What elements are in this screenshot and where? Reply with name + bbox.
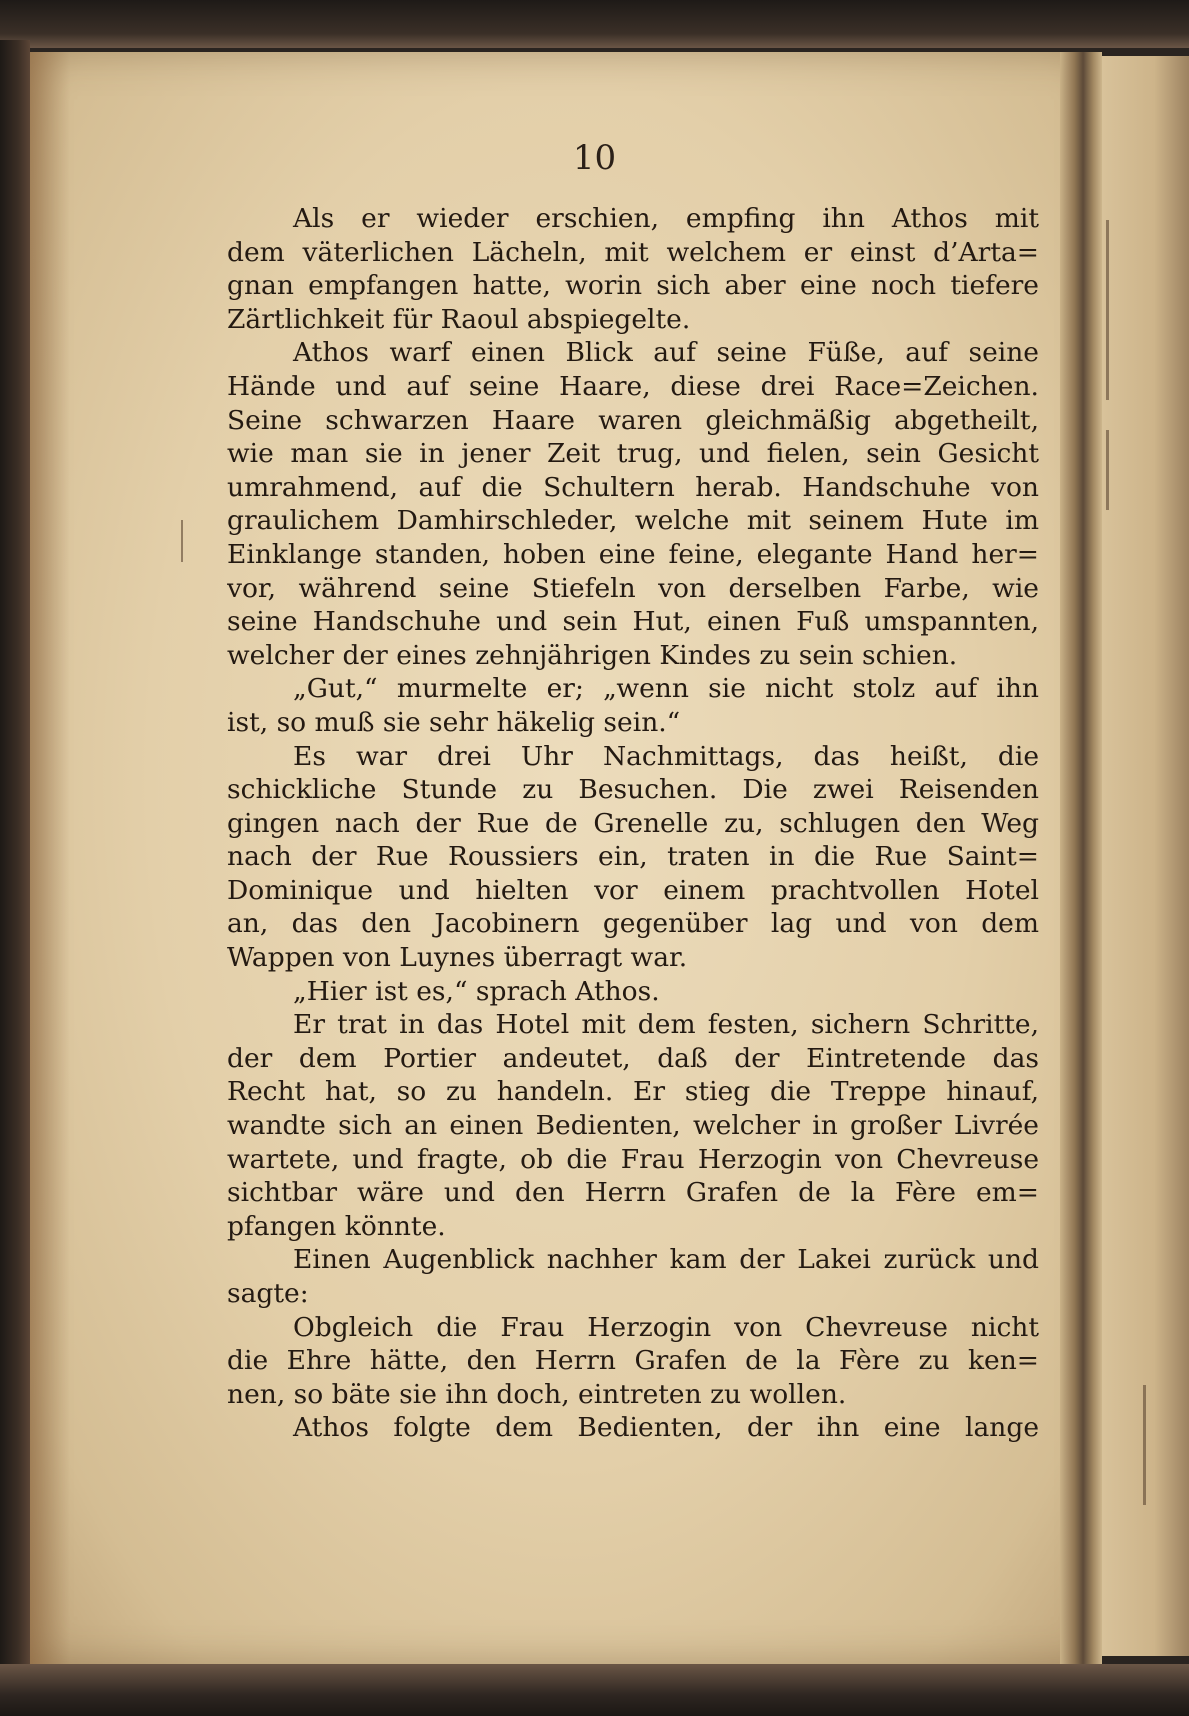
text-line: Zärtlichkeit für Raoul abspiegelte.: [227, 303, 691, 335]
text-line: wartete, und fragte, ob die Frau Herzogin von Chevreuse: [227, 1143, 1039, 1175]
body-text: [227, 202, 1039, 1445]
page-number: 10: [572, 138, 617, 178]
book-cover-edge: [0, 40, 30, 1716]
text-line: vor, während seine Stiefeln von derselben Farbe, wie: [227, 572, 1039, 604]
book-gutter: [1060, 52, 1102, 1664]
text-line: der dem Portier andeutet, daß der Eintretende das: [227, 1042, 1039, 1074]
text-line: Seine schwarzen Haare waren gleichmäßig abgetheilt,: [227, 404, 1039, 436]
text-line: an, das den Jacobinern gegenüber lag und von dem: [227, 908, 1039, 940]
text-line: Recht hat, so zu handeln. Er stieg die Treppe hinauf,: [227, 1076, 1039, 1108]
text-line: gingen nach der Rue de Grenelle zu, schlugen den Weg: [227, 807, 1039, 839]
text-line: sagte:: [227, 1278, 309, 1309]
text-line: Athos folgte dem Bedienten, der ihn eine lange: [293, 1412, 1039, 1444]
text-line: Athos warf einen Blick auf seine Füße, auf seine: [293, 337, 1039, 369]
margin-mark: [181, 520, 183, 562]
text-line: wandte sich an einen Bedienten, welcher in großer Livrée: [227, 1110, 1039, 1142]
text-line: Hände und auf seine Haare, diese drei Race=Zeichen.: [227, 370, 1039, 402]
text-line: schickliche Stunde zu Besuchen. Die zwei Reisenden: [227, 774, 1039, 806]
text-line: welcher der eines zehnjährigen Kindes zu sein schien.: [227, 639, 958, 671]
text-line: gnan empfangen hatte, worin sich aber eine noch tiefere: [227, 270, 1039, 302]
text-line: wie man sie in jener Zeit trug, und fielen, sein Gesicht: [227, 438, 1039, 470]
text-line: sichtbar wäre und den Herrn Grafen de la Fère em=: [227, 1177, 1039, 1209]
text-line: Er trat in das Hotel mit dem festen, sichern Schritte,: [293, 1009, 1039, 1041]
text-line: nach der Rue Roussiers ein, traten in die Rue Saint=: [227, 841, 1039, 873]
text-line: ist, so muß sie sehr häkelig sein.“: [227, 706, 681, 738]
text-line: seine Handschuhe und sein Hut, einen Fuß umspannten,: [227, 606, 1039, 638]
text-line: pfangen könnte.: [227, 1210, 446, 1242]
text-line: Einklange standen, hoben eine feine, elegante Hand her=: [227, 538, 1039, 570]
text-line: Als er wieder erschien, empfing ihn Athos mit: [293, 203, 1039, 234]
margin-mark: [1106, 220, 1109, 400]
text-line: nen, so bäte sie ihn doch, eintreten zu wollen.: [227, 1378, 847, 1410]
margin-mark: [1106, 430, 1109, 510]
text-line: „Gut,“ murmelte er; „wenn sie nicht stolz auf ihn: [293, 673, 1039, 705]
text-line: umrahmend, auf die Schultern herab. Handschuhe von: [227, 471, 1039, 503]
page-shadow: [30, 52, 70, 1664]
book-top-edge: [0, 0, 1189, 48]
text-line: die Ehre hätte, den Herrn Grafen de la Fère zu ken=: [227, 1345, 1039, 1377]
text-line: dem väterlichen Lächeln, mit welchem er einst d’Arta=: [227, 236, 1039, 268]
text-line: graulichem Damhirschleder, welche mit seinem Hute im: [227, 505, 1039, 537]
text-line: Dominique und hielten vor einem prachtvollen Hotel: [227, 874, 1039, 906]
text-line: „Hier ist es,“ sprach Athos.: [293, 975, 660, 1007]
text-line: Es war drei Uhr Nachmittags, das heißt, die: [293, 740, 1039, 772]
margin-mark: [1143, 1385, 1146, 1505]
text-line: Wappen von Luynes überragt war.: [227, 942, 688, 974]
book-bottom-edge: [0, 1664, 1189, 1716]
text-line: Einen Augenblick nachher kam der Lakei zurück und: [293, 1244, 1039, 1276]
text-line: Obgleich die Frau Herzogin von Chevreuse nicht: [293, 1311, 1039, 1343]
